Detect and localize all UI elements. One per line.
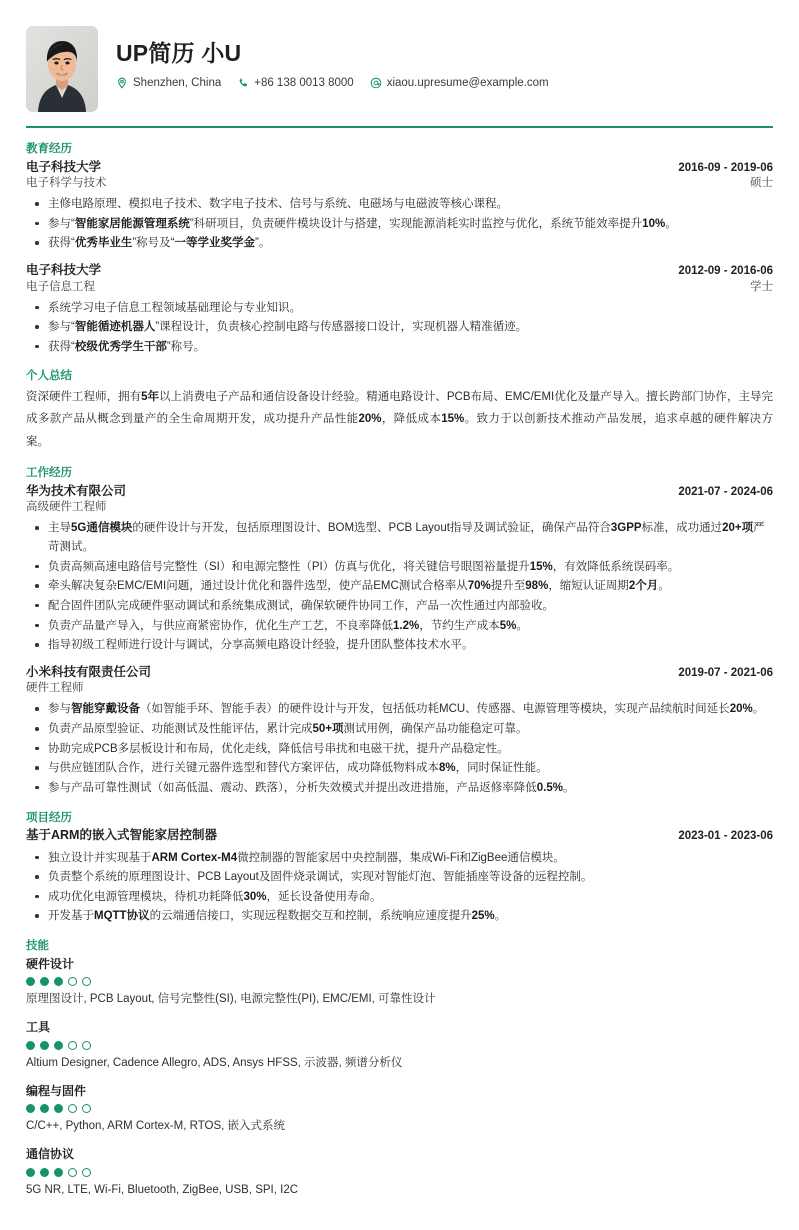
entry-header bbox=[26, 827, 773, 845]
project-name: 基于ARM的嵌入式智能家居控制器 bbox=[26, 828, 217, 843]
education-bullets bbox=[26, 299, 773, 357]
section-title-skills: 技能 bbox=[26, 940, 49, 953]
skill-dot-empty bbox=[68, 977, 77, 986]
contact-email-value: xiaou.upresume@example.com bbox=[386, 76, 549, 89]
list-item: 参与“智能家居能源管理系统”科研项目，负责硬件模块设计与搭建，实现能源消耗实时监控与优化，系统节能效率提升10%。 bbox=[26, 215, 773, 234]
major: 电子科学与技术 bbox=[26, 177, 107, 190]
portrait-photo-icon bbox=[26, 26, 98, 112]
section-title-projects: 项目经历 bbox=[26, 811, 72, 824]
skill-dot-filled bbox=[26, 1168, 35, 1177]
list-item: 主导5G通信模块的硬件设计与开发，包括原理图设计、BOM选型、PCB Layout指导及调试验证，确保产品符合3GPP标准，成功通过20+项严苛测试。 bbox=[26, 519, 773, 556]
list-item: 独立设计并实现基于ARM Cortex-M4微控制器的智能家居中央控制器，集成Wi-Fi和ZigBee通信模块。 bbox=[26, 849, 773, 868]
skill-items: 原理图设计, PCB Layout, 信号完整性(SI), 电源完整性(PI), EMC/EMI, 可靠性设计 bbox=[26, 992, 436, 1005]
skill-group-name: 工具 bbox=[26, 1020, 51, 1035]
skill-dot-filled bbox=[54, 977, 63, 986]
skill-dot-filled bbox=[26, 1104, 35, 1113]
skill-dot-filled bbox=[54, 1041, 63, 1050]
contact-location-value: Shenzhen, China bbox=[133, 76, 222, 89]
phone-icon bbox=[237, 77, 249, 89]
skill-dot-filled bbox=[54, 1104, 63, 1113]
list-item: 指导初级工程师进行设计与调试，分享高频电路设计经验，提升团队整体技术水平。 bbox=[26, 636, 773, 655]
entry-subheader bbox=[26, 680, 773, 696]
project-bullets bbox=[26, 849, 773, 927]
skill-items: C/C++, Python, ARM Cortex-M, RTOS, 嵌入式系统 bbox=[26, 1120, 286, 1133]
skill-dot-filled bbox=[40, 1041, 49, 1050]
work-date: 2021-07 - 2024-06 bbox=[678, 485, 773, 498]
section-title-summary: 个人总结 bbox=[26, 370, 72, 383]
skill-dot-filled bbox=[40, 1104, 49, 1113]
education-date: 2016-09 - 2019-06 bbox=[678, 161, 773, 174]
list-item: 协助完成PCB多层板设计和布局，优化走线，降低信号串扰和电磁干扰，提升产品稳定性。 bbox=[26, 740, 773, 759]
skill-level-dots bbox=[26, 1104, 773, 1113]
work-entry bbox=[26, 483, 773, 655]
list-item: 负责产品原型验证、功能测试及性能评估，累计完成50+项测试用例，确保产品功能稳定可靠。 bbox=[26, 720, 773, 739]
skill-dot-filled bbox=[54, 1168, 63, 1177]
skill-dot-empty bbox=[82, 1041, 91, 1050]
list-item: 主修电路原理、模拟电子技术、数字电子技术、信号与系统、电磁场与电磁波等核心课程。 bbox=[26, 195, 773, 214]
email-at-icon bbox=[370, 77, 382, 89]
list-item: 系统学习电子信息工程领域基础理论与专业知识。 bbox=[26, 299, 773, 318]
list-item: 配合固件团队完成硬件驱动调试和系统集成测试，确保软硬件协同工作，产品一次性通过内部验收。 bbox=[26, 597, 773, 616]
skill-group bbox=[26, 956, 773, 1009]
section-title-work: 工作经历 bbox=[26, 467, 72, 480]
entry-header bbox=[26, 262, 773, 280]
contact-location bbox=[116, 77, 221, 89]
contact-list bbox=[116, 77, 549, 89]
skill-dot-empty bbox=[68, 1041, 77, 1050]
skill-level-dots bbox=[26, 977, 773, 986]
skill-dot-empty bbox=[82, 1168, 91, 1177]
skill-group-name: 硬件设计 bbox=[26, 956, 75, 971]
entry-header bbox=[26, 159, 773, 177]
resume-header bbox=[26, 26, 773, 126]
list-item: 参与产品可靠性测试（如高低温、震动、跌落），分析失效模式并提出改进措施，产品返修率降低0.5%。 bbox=[26, 779, 773, 798]
school-name: 电子科技大学 bbox=[26, 263, 102, 277]
entry-subheader bbox=[26, 279, 773, 295]
header-divider bbox=[26, 126, 773, 128]
entry-subheader bbox=[26, 175, 773, 191]
skill-group bbox=[26, 1146, 773, 1199]
skill-level-dots bbox=[26, 1041, 773, 1050]
skill-group-name: 通信协议 bbox=[26, 1147, 75, 1162]
education-date: 2012-09 - 2016-06 bbox=[678, 265, 773, 277]
contact-phone-value: +86 138 0013 8000 bbox=[254, 76, 354, 89]
header-text bbox=[116, 26, 549, 89]
list-item: 获得“优秀毕业生”称号及“一等学业奖学金”。 bbox=[26, 234, 773, 253]
list-item: 负责高频高速电路信号完整性（SI）和电源完整性（PI）仿真与优化，将关键信号眼图裕量提升15%，有效降低系统误码率。 bbox=[26, 558, 773, 577]
list-item: 开发基于MQTT协议的云端通信接口，实现远程数据交互和控制，系统响应速度提升25%。 bbox=[26, 907, 773, 926]
section-projects bbox=[26, 811, 773, 927]
work-bullets bbox=[26, 519, 773, 654]
skill-dot-empty bbox=[82, 977, 91, 986]
skill-group bbox=[26, 1019, 773, 1072]
list-item: 牵头解决复杂EMC/EMI问题，通过设计优化和器件选型，使产品EMC测试合格率从70%提升至98%，缩短认证周期2个月。 bbox=[26, 577, 773, 596]
skill-level-dots bbox=[26, 1168, 773, 1177]
list-item: 成功优化电源管理模块，待机功耗降低30%，延长设备使用寿命。 bbox=[26, 888, 773, 907]
entry-header bbox=[26, 664, 773, 682]
company-name: 华为技术有限公司 bbox=[26, 483, 127, 498]
entry-subheader bbox=[26, 499, 773, 515]
entry-header bbox=[26, 483, 773, 501]
job-title: 高级硬件工程师 bbox=[26, 501, 107, 514]
avatar bbox=[26, 26, 98, 112]
list-item: 获得“校级优秀学生干部”称号。 bbox=[26, 338, 773, 357]
skill-dot-empty bbox=[82, 1104, 91, 1113]
skill-items: Altium Designer, Cadence Allegro, ADS, Ansys HFSS, 示波器, 频谱分析仪 bbox=[26, 1056, 403, 1069]
project-date: 2023-01 - 2023-06 bbox=[678, 830, 773, 843]
education-entry bbox=[26, 159, 773, 253]
skill-group bbox=[26, 1083, 773, 1136]
page-title: UP简历 小U bbox=[116, 40, 242, 66]
section-work bbox=[26, 466, 773, 797]
skill-group-name: 编程与固件 bbox=[26, 1083, 87, 1098]
job-title: 硬件工程师 bbox=[26, 682, 84, 695]
section-title-education: 教育经历 bbox=[26, 143, 72, 155]
contact-phone bbox=[237, 77, 353, 89]
list-item: 参与智能穿戴设备（如智能手环、智能手表）的硬件设计与开发，包括低功耗MCU、传感器、电源管理等模块，实现产品续航时间延长20%。 bbox=[26, 700, 773, 719]
list-item: 负责整个系统的原理图设计、PCB Layout及固件烧录调试，实现对智能灯泡、智能插座等设备的远程控制。 bbox=[26, 868, 773, 887]
skill-items: 5G NR, LTE, Wi-Fi, Bluetooth, ZigBee, USB, SPI, I2C bbox=[26, 1183, 299, 1196]
skill-dot-empty bbox=[68, 1168, 77, 1177]
work-date: 2019-07 - 2021-06 bbox=[678, 666, 773, 679]
skill-dot-filled bbox=[26, 1041, 35, 1050]
work-bullets bbox=[26, 700, 773, 797]
skill-dot-empty bbox=[68, 1104, 77, 1113]
education-bullets bbox=[26, 195, 773, 253]
contact-email bbox=[370, 77, 549, 89]
major: 电子信息工程 bbox=[26, 280, 95, 293]
degree: 学士 bbox=[750, 280, 773, 293]
skill-dot-filled bbox=[26, 977, 35, 986]
skill-dot-filled bbox=[40, 1168, 49, 1177]
section-summary bbox=[26, 369, 773, 453]
location-pin-icon bbox=[116, 77, 128, 89]
list-item: 负责产品量产导入，与供应商紧密协作，优化生产工艺，不良率降低1.2%，节约生产成本5%。 bbox=[26, 617, 773, 636]
school-name: 电子科技大学 bbox=[26, 159, 102, 174]
summary-text: 资深硬件工程师，拥有5年以上消费电子产品和通信设备设计经验。精通电路设计、PCB布局、EMC/EMI优化及量产导入。擅长跨部门协作，主导完成多款产品从概念到量产的全生命周期开发，成功提升产品性能20%，降低成本15%。致力于以创新技术推动产品发展，追求卓越的硬件解决方案。 bbox=[26, 391, 774, 448]
work-entry bbox=[26, 664, 773, 798]
degree: 硕士 bbox=[750, 177, 773, 190]
list-item: 与供应链团队合作，进行关键元器件选型和替代方案评估，成功降低物料成本8%，同时保证性能。 bbox=[26, 759, 773, 778]
skill-dot-filled bbox=[40, 977, 49, 986]
section-skills bbox=[26, 939, 773, 1199]
project-entry bbox=[26, 827, 773, 926]
section-education bbox=[26, 142, 773, 356]
list-item: 参与“智能循迹机器人”课程设计，负责核心控制电路与传感器接口设计，实现机器人精准循迹。 bbox=[26, 318, 773, 337]
education-entry bbox=[26, 262, 773, 356]
company-name: 小米科技有限责任公司 bbox=[26, 664, 152, 679]
